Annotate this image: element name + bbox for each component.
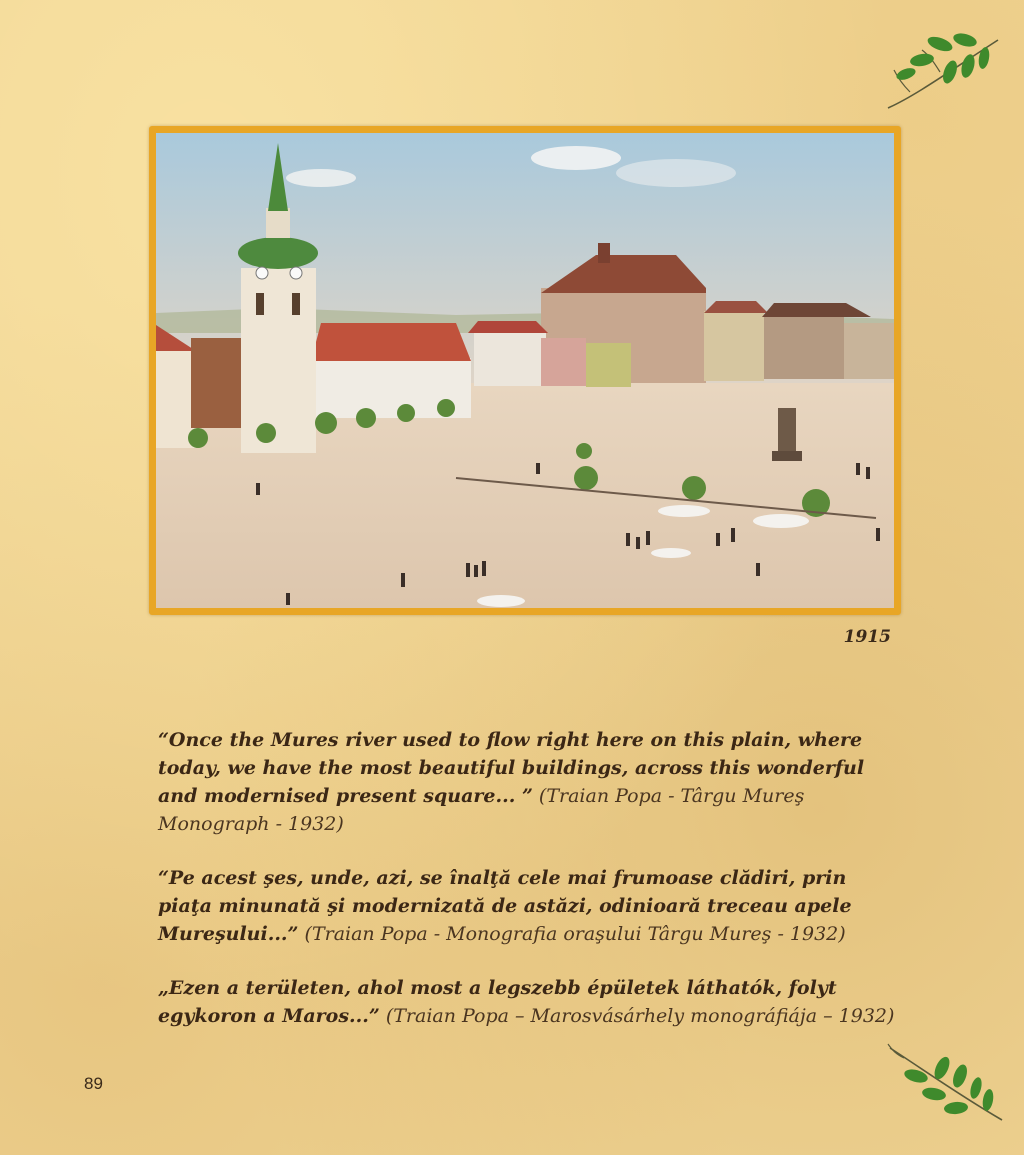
quote-source: (Traian Popa – Marosvásárhely monográfiája – 1932)	[385, 1005, 895, 1027]
leaf-sprig-icon	[884, 1040, 1009, 1130]
quote-text: “Once the Mures river used to flow right here on this plain, where today, we have the most beautiful buildings, across this wonderful and modernised present square... ”	[158, 729, 865, 807]
quote-romanian	[158, 864, 898, 948]
quote-source: (Traian Popa - Târgu Mureş Monograph - 1932)	[158, 785, 805, 835]
quote-list	[158, 726, 898, 1056]
page-number: 89	[84, 1074, 103, 1093]
quote-text: “Pe acest şes, unde, azi, se înalţă cele mai frumoase clădiri, prin piaţa minunată şi modernizată de astăzi, odinioară treceau apele Mureşului...”	[158, 867, 852, 945]
historic-photo	[149, 126, 901, 615]
quote-source: (Traian Popa - Monografia oraşului Târgu Mureş - 1932)	[304, 923, 846, 945]
photo-caption: 1915	[843, 627, 891, 647]
quote-hungarian	[158, 974, 898, 1030]
quote-english	[158, 726, 898, 838]
leaf-sprig-icon	[880, 26, 1005, 116]
quote-text: „Ezen a területen, ahol most a legszebb épületek láthatók, folyt egykoron a Maros...”	[158, 977, 837, 1027]
